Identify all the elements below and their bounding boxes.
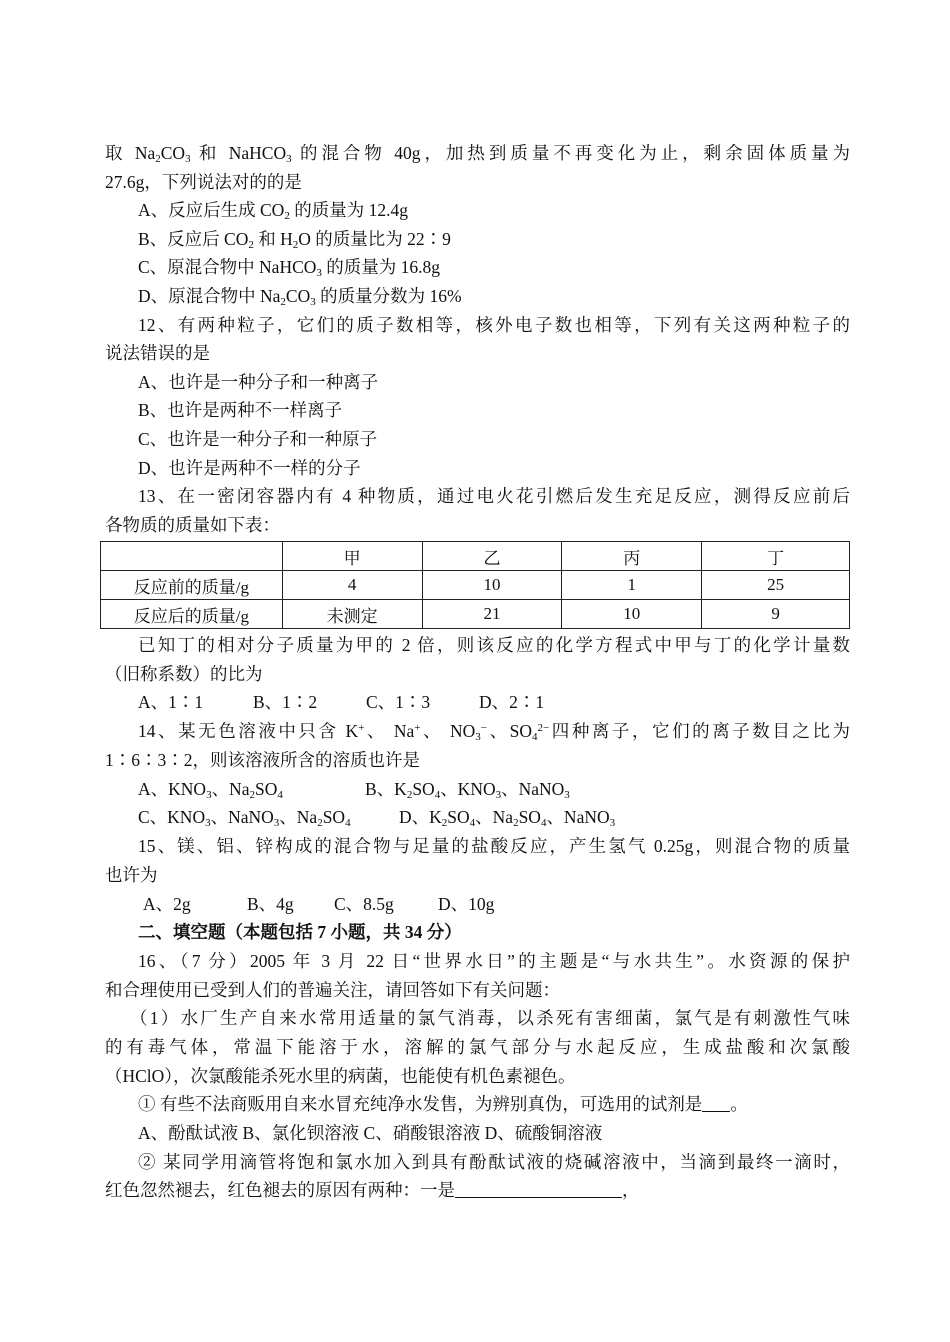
q13-options [138,688,850,716]
q13-line-2: 各物质的质量如下表： [105,515,280,535]
table-cell: 未测定 [282,600,422,629]
table-header-cell [101,542,283,571]
q15-option: A、2g [143,894,191,914]
table-cell: 反应后的质量/g [101,600,283,629]
q12-option-c: C、也许是一种分子和一种原子 [138,429,378,449]
q11-line-1: 取 $Na_2CO_3$ 和 NaHCO$_3$ 的混合物 40g，加热到质量不再变化为止，剩余固体质量为 [105,143,851,165]
q16-line-9: 红色忽然褪去，红色褪去的原因有两种：一是 ， [105,1180,640,1200]
q11-option-b: B、反应后 $CO_2$ 和 $H_2O$ 的质量比为 22∶9 [138,229,451,251]
q13-line-4: （旧称系数）的比为 [105,664,263,684]
section-heading: 二、填空题（本题包括 7 小题，共 34 分） [138,922,462,942]
q11-option-d: D、原混合物中 $Na_2CO_3$ 的质量分数为 16% [138,286,462,308]
q16-line-7: A、酚酞试液 B、氯化钡溶液 C、硝酸银溶液 D、硫酸铜溶液 [138,1123,603,1143]
q15-options [143,890,888,918]
q15-line-1: 15、镁、铝、锌构成的混合物与足量的盐酸反应，产生氢气 0.25g，则混合物的质量 [138,836,850,856]
q16-line-5: （HClO），次氯酸能杀死水里的病菌，也能使有机色素褪色。 [105,1066,576,1086]
table-cell: 反应前的质量/g [101,571,283,600]
table-cell: 25 [702,571,850,600]
table-row [101,571,850,600]
q14-options-ab [138,775,850,803]
q11-line-2: 27.6g，下列说法对的的是 [105,172,302,192]
q15-option: D、10g [438,894,495,914]
table-cell: 9 [702,600,850,629]
q12-option-d: D、也许是两种不一样的分子 [138,458,361,478]
q14-option-b: B、$K_2SO_4$、$KNO_3$、NaNO$_3$ [365,779,570,801]
table-cell: 10 [562,600,702,629]
q15-line-2: 也许为 [105,865,158,885]
q13-option: D、2∶1 [479,692,545,712]
q14-line-2: 1∶6∶3∶2，则该溶液所含的溶质也许是 [105,750,420,770]
q15-option: C、8.5g [334,894,394,914]
table-header-cell: 乙 [422,542,562,571]
q13-line-1: 13、在一密闭容器内有 4 种物质，通过电火花引燃后发生充足反应，测得反应前后 [138,486,850,506]
q11-option-a: A、反应后生成 $CO_2$ 的质量为 12.4g [138,200,408,222]
table-cell: 4 [282,571,422,600]
table-cell: 21 [422,600,562,629]
q13-option: B、1∶2 [253,692,318,712]
q14-line-1: 14、某无色溶液中只含 K+、 Na+、 $NO_3^-$、$SO_4^{2-}$四种离子，它们的离子数目之比为 [138,721,851,743]
q16-line-8: ② 某同学用滴管将饱和氯水加入到具有酚酞试液的烧碱溶液中，当滴到最终一滴时， [138,1152,850,1172]
mass-table [100,541,850,629]
q16-line-2: 和合理使用已受到人们的普遍关注，请回答如下有关问题： [105,980,560,1000]
q16-line-1: 16、（7 分）2005 年 3 月 22 日“世界水日”的主题是“与水共生”。水资源的保护 [138,951,850,971]
table-header-cell: 甲 [282,542,422,571]
q13-option: A、1∶1 [138,692,204,712]
q16-line-6: ① 有些不法商贩用自来水冒充纯净水发售，为辨别真伪，可选用的试剂是 。 [138,1094,748,1114]
table-header-cell: 丙 [562,542,702,571]
q15-option: B、4g [247,894,294,914]
answer-blank[interactable] [455,1179,622,1198]
table-row [101,600,850,629]
q14-option-c: C、$KNO_3$、NaNO$_3$、$Na_2SO_4$ [138,807,351,829]
answer-blank[interactable] [702,1093,730,1112]
q13-line-3: 已知丁的相对分子质量为甲的 2 倍，则该反应的化学方程式中甲与丁的化学计量数 [138,635,850,655]
q13-option: C、1∶3 [366,692,431,712]
q12-option-b: B、也许是两种不一样离子 [138,400,343,420]
q16-line-4: 的有毒气体，常温下能溶于水，溶解的氯气部分与水起反应，生成盐酸和次氯酸 [105,1037,850,1057]
q12-line-2: 说法错误的是 [105,343,210,363]
table-cell: 1 [562,571,702,600]
q11-option-c: C、原混合物中 NaHCO$_3$ 的质量为 16.8g [138,257,441,279]
q14-option-a: A、$KNO_3$、$Na_2SO_4$ [138,779,283,801]
table-header-cell: 丁 [702,542,850,571]
q14-option-d: D、$K_2SO_4$、$Na_2SO_4$、NaNO$_3$ [399,807,616,829]
q12-line-1: 12、有两种粒子，它们的质子数相等，核外电子数也相等，下列有关这两种粒子的 [138,315,850,335]
q16-line-3: （1）水厂生产自来水常用适量的氯气消毒，以杀死有害细菌，氯气是有刺激性气味 [130,1008,850,1028]
q12-option-a: A、也许是一种分子和一种离子 [138,372,379,392]
q14-options-cd [138,803,850,831]
table-header-row [101,542,850,571]
table-cell: 10 [422,571,562,600]
